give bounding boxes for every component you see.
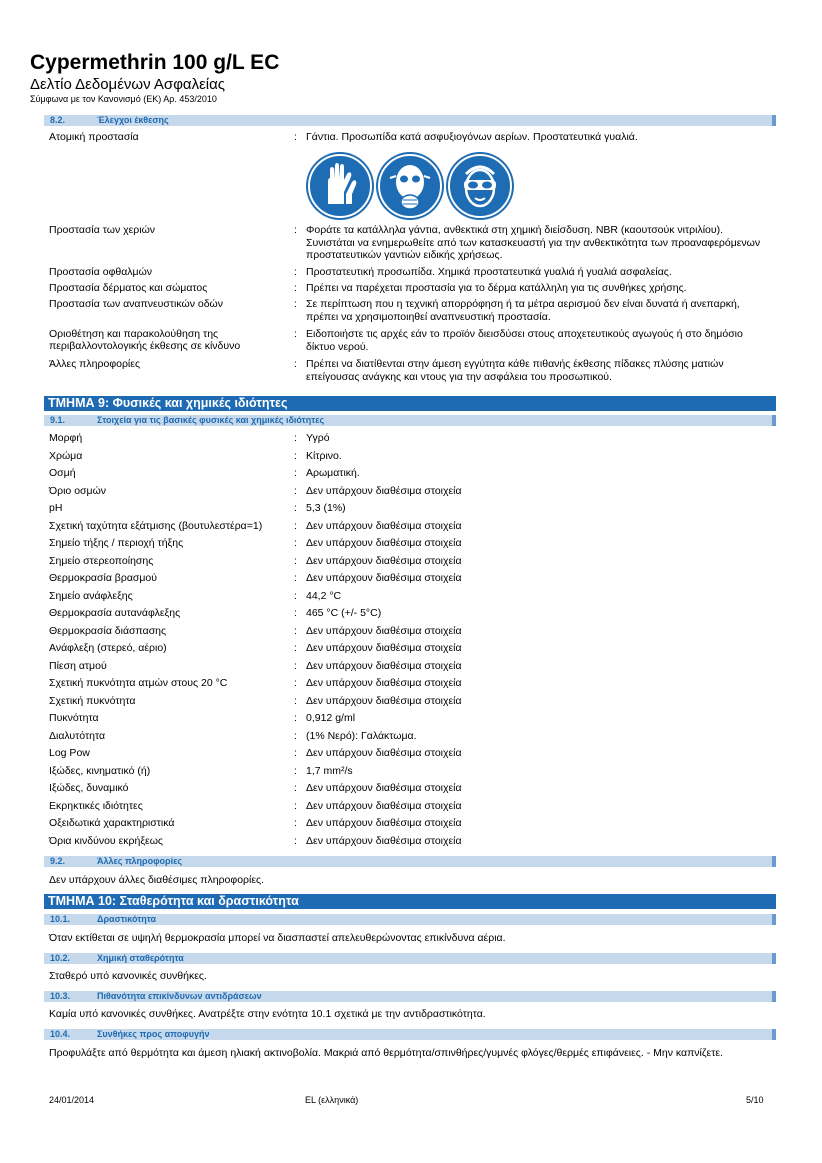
separator: : bbox=[294, 572, 297, 584]
separator: : bbox=[294, 537, 297, 549]
property-label: Σημείο τήξης / περιοχή τήξης bbox=[49, 537, 184, 549]
separator: : bbox=[294, 677, 297, 689]
separator: : bbox=[294, 502, 297, 514]
separator: : bbox=[294, 747, 297, 759]
separator: : bbox=[294, 624, 297, 637]
property-label: Χρώμα bbox=[49, 449, 83, 462]
property-label: Θερμοκρασία αυτανάφλεξης bbox=[49, 607, 181, 619]
property-label: Μορφή bbox=[49, 432, 83, 444]
row-value: Πρέπει να διατίθενται στην άμεση εγγύτητα κάθε πιθανής έκθεσης πίδακες πλύσης ματιών επείγουσας ανάγκης και ντους για την ασφάλεια του προσωπικού. bbox=[306, 358, 724, 383]
property-label: Πυκνότητα bbox=[49, 712, 99, 724]
row-label: Προστασία των αναπνευστικών οδών bbox=[49, 298, 223, 310]
property-value: Δεν υπάρχουν διαθέσιμα στοιχεία bbox=[306, 694, 462, 707]
subsection-title: Συνθήκες προς αποφυγήν bbox=[97, 1029, 210, 1039]
property-label: Θερμοκρασία διάσπασης bbox=[49, 624, 167, 637]
property-label: Εκρηκτικές ιδιότητες bbox=[49, 799, 143, 812]
property-label: Σημείο ανάφλεξης bbox=[49, 589, 133, 602]
separator: : bbox=[294, 694, 297, 707]
subsection-10-4-header bbox=[44, 1029, 776, 1040]
row-label: Προστασία των χεριών bbox=[49, 224, 156, 236]
subsection-number: 8.2. bbox=[50, 115, 66, 125]
property-label: Πίεση ατμού bbox=[49, 659, 107, 672]
subsection-title: Πιθανότητα επικίνδυνων αντιδράσεων bbox=[97, 991, 262, 1001]
separator: : bbox=[294, 642, 297, 654]
property-value: Δεν υπάρχουν διαθέσιμα στοιχεία bbox=[306, 799, 462, 812]
subsection-9-2-header bbox=[44, 856, 776, 867]
separator: : bbox=[294, 729, 297, 742]
section-9-header: ΤΜΗΜΑ 9: Φυσικές και χημικές ιδιότητες bbox=[44, 396, 776, 411]
row-label: Οριοθέτηση και παρακολούθηση της περιβαλλοντολογικής έκθεσης σε κίνδυνο bbox=[49, 328, 241, 352]
property-label: Θερμοκρασία βρασμού bbox=[49, 572, 157, 584]
row-label: Προστασία οφθαλμών bbox=[49, 266, 153, 278]
property-value: Δεν υπάρχουν διαθέσιμα στοιχεία bbox=[306, 817, 462, 829]
property-label: Σχετική πυκνότητα ατμών στους 20 °C bbox=[49, 677, 228, 689]
property-label: Log Pow bbox=[49, 747, 90, 759]
separator: : bbox=[294, 782, 297, 794]
property-value: Δεν υπάρχουν διαθέσιμα στοιχεία bbox=[306, 642, 462, 654]
separator: : bbox=[294, 554, 297, 567]
subsection-10-1-header bbox=[44, 914, 776, 925]
property-label: Όριο οσμών bbox=[49, 484, 107, 497]
property-value: Δεν υπάρχουν διαθέσιμα στοιχεία bbox=[306, 554, 462, 567]
property-label: Οσμή bbox=[49, 467, 76, 479]
regulation-note: Σύμφωνα με τον Κανονισμό (ΕΚ) Αρ. 453/2010 bbox=[30, 94, 217, 104]
row-value: Σε περίπτωση που η τεχνική απορρόφηση ή τα μέτρα αερισμού δεν είναι δυνατά ή ανεπαρκή, πρέπει να χρησιμοποιηθεί αναπνευστική προστασία. bbox=[306, 298, 740, 323]
separator: : bbox=[294, 467, 297, 479]
separator: : bbox=[294, 659, 297, 672]
paragraph: Δεν υπάρχουν άλλες διαθέσιμες πληροφορίες. bbox=[49, 874, 264, 886]
footer-language: EL (ελληνικά) bbox=[305, 1095, 359, 1105]
property-value: 465 °C (+/- 5°C) bbox=[306, 607, 382, 619]
row-value: Γάντια. Προσωπίδα κατά ασφυξιογόνων αερίων. Προστατευτικά γυαλιά. bbox=[306, 131, 638, 143]
property-label: Ιξώδες, κινηματικό (ή) bbox=[49, 764, 151, 777]
paragraph: Όταν εκτίθεται σε υψηλή θερμοκρασία μπορεί να διασπαστεί απελευθερώνοντας επικίνδυνα αέρια. bbox=[49, 932, 506, 944]
property-value: 1,7 mm²/s bbox=[306, 764, 353, 777]
safety-goggles-icon bbox=[446, 152, 514, 220]
property-label: Ανάφλεξη (στερεό, αέριο) bbox=[49, 642, 167, 654]
property-value: 44,2 °C bbox=[306, 589, 342, 602]
subsection-number: 9.2. bbox=[50, 856, 66, 866]
subsection-title: Χημική σταθερότητα bbox=[97, 953, 184, 963]
separator: : bbox=[294, 432, 297, 444]
property-value: Δεν υπάρχουν διαθέσιμα στοιχεία bbox=[306, 572, 462, 584]
property-label: Οξειδωτικά χαρακτηριστικά bbox=[49, 817, 175, 829]
separator: : bbox=[294, 817, 297, 829]
footer-date: 24/01/2014 bbox=[49, 1095, 95, 1105]
property-label: Σχετική ταχύτητα εξάτμισης (βουτυλεστέρα=1) bbox=[49, 519, 263, 532]
separator: : bbox=[294, 764, 297, 777]
property-value: 5,3 (1%) bbox=[306, 502, 346, 514]
subsection-number: 10.2. bbox=[50, 953, 71, 963]
separator: : bbox=[294, 834, 297, 847]
section-10-header: ΤΜΗΜΑ 10: Σταθερότητα και δραστικότητα bbox=[44, 894, 776, 909]
property-value: Δεν υπάρχουν διαθέσιμα στοιχεία bbox=[306, 659, 462, 672]
property-value: Υγρό bbox=[306, 432, 330, 444]
gloves-icon bbox=[306, 152, 374, 220]
paragraph: Καμία υπό κανονικές συνθήκες. Ανατρέξτε στην ενότητα 10.1 σχετικά με την αντιδραστικότητα. bbox=[49, 1008, 486, 1020]
row-label: Άλλες πληροφορίες bbox=[49, 358, 141, 370]
paragraph: Σταθερό υπό κανονικές συνθήκες. bbox=[49, 970, 207, 982]
subsection-number: 10.3. bbox=[50, 991, 71, 1001]
property-label: Διαλυτότητα bbox=[49, 729, 106, 742]
subsection-title: Άλλες πληροφορίες bbox=[97, 856, 183, 866]
separator: : bbox=[294, 519, 297, 532]
row-value: Ειδοποιήστε τις αρχές εάν το προϊόν διεισδύσει στους αποχετευτικούς αγωγούς ή στο δημόσιο δίκτυο νερού. bbox=[306, 328, 743, 353]
property-value: Δεν υπάρχουν διαθέσιμα στοιχεία bbox=[306, 537, 462, 549]
document-subtitle: Δελτίο Δεδομένων Ασφαλείας bbox=[30, 76, 226, 93]
subsection-number: 10.1. bbox=[50, 914, 71, 924]
property-label: pH bbox=[49, 502, 63, 514]
separator: : bbox=[294, 712, 297, 724]
subsection-10-3-header bbox=[44, 991, 776, 1002]
property-label: Σημείο στερεοποίησης bbox=[49, 554, 154, 567]
property-label: Ιξώδες, δυναμικό bbox=[49, 782, 129, 794]
property-value: Δεν υπάρχουν διαθέσιμα στοιχεία bbox=[306, 519, 462, 532]
subsection-10-2-header bbox=[44, 953, 776, 964]
subsection-title: Δραστικότητα bbox=[97, 914, 157, 924]
subsection-8-2-header bbox=[44, 115, 776, 126]
paragraph: Προφυλάξτε από θερμότητα και άμεση ηλιακή ακτινοβολία. Μακριά από θερμότητα/σπινθήρες/γυμνές φλόγες/θερμές επιφάνειες. - Μην καπνίζετε. bbox=[49, 1047, 723, 1059]
separator: : bbox=[294, 799, 297, 812]
property-value: Δεν υπάρχουν διαθέσιμα στοιχεία bbox=[306, 834, 462, 847]
subsection-9-1-header bbox=[44, 415, 776, 426]
property-value: Δεν υπάρχουν διαθέσιμα στοιχεία bbox=[306, 624, 462, 637]
subsection-number: 9.1. bbox=[50, 415, 66, 425]
footer-page-number: 5/10 bbox=[746, 1095, 764, 1105]
subsection-title: Στοιχεία για τις βασικές φυσικές και χημικές ιδιότητες bbox=[97, 415, 325, 425]
separator: : bbox=[294, 607, 297, 619]
property-value: Δεν υπάρχουν διαθέσιμα στοιχεία bbox=[306, 782, 462, 794]
property-label: Όρια κινδύνου εκρήξεως bbox=[49, 834, 163, 847]
property-value: Κίτρινο. bbox=[306, 449, 342, 462]
row-value: Προστατευτική προσωπίδα. Χημικά προστατευτικά γυαλιά ή γυαλιά ασφαλείας. bbox=[306, 266, 672, 278]
property-label: Σχετική πυκνότητα bbox=[49, 694, 136, 707]
property-value: (1% Νερό): Γαλάκτωμα. bbox=[306, 729, 417, 742]
row-value: Φοράτε τα κατάλληλα γάντια, ανθεκτικά στη χημική διείσδυση. NBR (καουτσούκ νιτριλίου). Συνιστάται να ενημερωθείτε από των κατασκευαστή για την ανθεκτικότητα των προαναφερόμενων προστατευτικών γαντιών ειδικής χρήσεως. bbox=[306, 224, 761, 261]
row-value: Πρέπει να παρέχεται προστασία για το δέρμα κατάλληλη για τις συνθήκες χρήσης. bbox=[306, 282, 687, 294]
property-value: Αρωματική. bbox=[306, 467, 360, 479]
subsection-title: Έλεγχοι έκθεσης bbox=[97, 115, 169, 125]
row-label: Προστασία δέρματος και σώματος bbox=[49, 282, 208, 294]
separator: : bbox=[294, 484, 297, 497]
property-value: Δεν υπάρχουν διαθέσιμα στοιχεία bbox=[306, 484, 462, 497]
separator: : bbox=[294, 449, 297, 462]
property-value: 0,912 g/ml bbox=[306, 712, 356, 724]
row-label: Ατομική προστασία bbox=[49, 131, 139, 143]
property-value: Δεν υπάρχουν διαθέσιμα στοιχεία bbox=[306, 677, 462, 689]
property-value: Δεν υπάρχουν διαθέσιμα στοιχεία bbox=[306, 747, 462, 759]
separator: : bbox=[294, 589, 297, 602]
document-title: Cypermethrin 100 g/L EC bbox=[30, 51, 280, 74]
subsection-number: 10.4. bbox=[50, 1029, 71, 1039]
gas-mask-icon bbox=[376, 152, 444, 220]
